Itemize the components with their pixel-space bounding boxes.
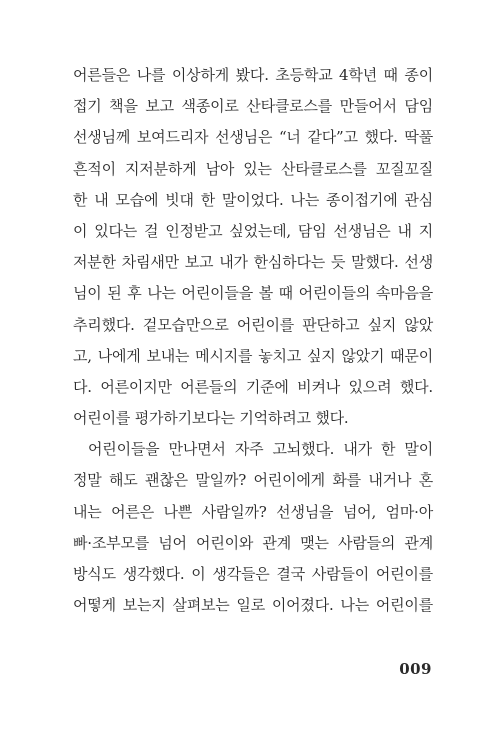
text-line: 어린이들을 만나면서 자주 고뇌했다. 내가 한 말이 <box>88 440 433 459</box>
text-line: 님이 된 후 나는 어린이들을 볼 때 어린이들의 속마음을 <box>73 284 433 303</box>
paragraph-1 <box>73 60 433 434</box>
text-line: 빠·조부모를 넘어 어린이와 관계 맺는 사람들의 관계 <box>73 533 433 552</box>
text-line: 다. 어른이지만 어른들의 기준에 비켜나 있으려 했다. <box>73 377 433 396</box>
text-line: 정말 해도 괜찮은 말일까? 어린이에게 화를 내거나 혼 <box>73 471 433 490</box>
text-line: 흔적이 지저분하게 남아 있는 산타클로스를 꼬질꼬질 <box>73 159 433 178</box>
page-number: 009 <box>399 660 432 678</box>
text-line: 고, 나에게 보내는 메시지를 놓치고 싶지 않았기 때문이 <box>73 346 433 365</box>
text-line: 어떻게 보는지 살펴보는 일로 이어졌다. 나는 어린이를 <box>73 596 433 615</box>
text-line: 내는 어른은 나쁜 사람일까? 선생님을 넘어, 엄마·아 <box>73 502 433 521</box>
text-line: 저분한 차림새만 보고 내가 한심하다는 듯 말했다. 선생 <box>73 253 433 272</box>
text-line: 접기 책을 보고 색종이로 산타클로스를 만들어서 담임 <box>73 97 433 116</box>
body-text <box>73 60 433 621</box>
text-line: 한 내 모습에 빗대 한 말이었다. 나는 종이접기에 관심 <box>73 190 433 209</box>
text-line: 어른들은 나를 이상하게 봤다. 초등학교 4학년 때 종이 <box>73 66 433 84</box>
text-line: 어린이를 평가하기보다는 기억하려고 했다. <box>73 409 349 428</box>
text-line: 방식도 생각했다. 이 생각들은 결국 사람들이 어린이를 <box>73 565 433 583</box>
text-line: 선생님께 보여드리자 선생님은 “너 같다”고 했다. 딱풀 <box>73 128 433 147</box>
paragraph-2 <box>73 434 433 621</box>
text-line: 이 있다는 걸 인정받고 싶었는데, 담임 선생님은 내 지 <box>73 221 433 240</box>
text-line: 추리했다. 겉모습만으로 어린이를 판단하고 싶지 않았 <box>73 315 433 334</box>
